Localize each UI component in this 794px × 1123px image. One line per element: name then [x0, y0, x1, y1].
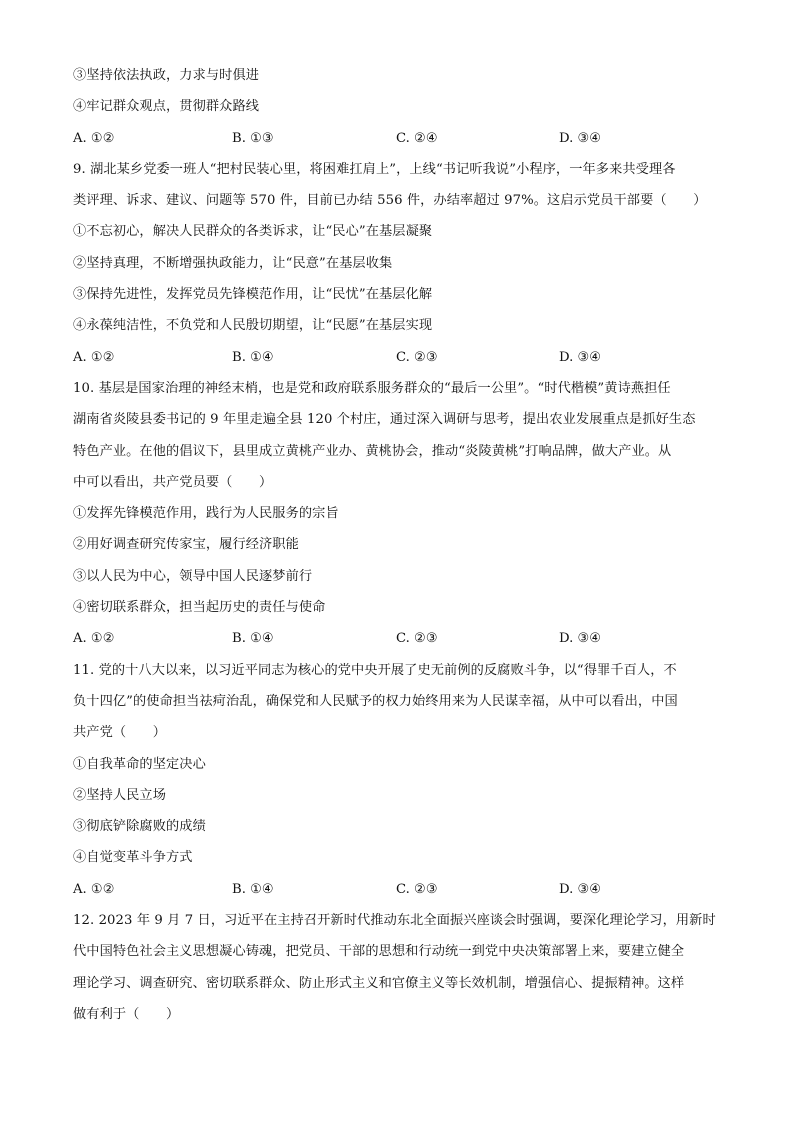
text-line: 特色产业。在他的倡议下，县里成立黄桃产业办、黄桃协会，推动“炎陵黄桃”打响品牌，做大产业。从: [73, 443, 672, 459]
option-c: C. ②③: [396, 349, 438, 365]
text-line: 湖南省炎陵县委书记的 9 年里走遍全县 120 个村庄，通过深入调研与思考，提出农业发展重点是抓好生态: [73, 412, 696, 428]
option-a: A. ①②: [73, 349, 115, 365]
option-d: D. ③④: [559, 881, 602, 897]
text-line: ④密切联系群众，担当起历史的责任与使命: [73, 600, 326, 616]
text-line: ②坚持真理，不断增强执政能力，让“民意”在基层收集: [73, 255, 393, 271]
option-b: B. ①④: [232, 881, 274, 897]
text-line: 做有利于（ ）: [73, 1006, 180, 1022]
option-c: C. ②③: [396, 631, 438, 647]
text-line: 12. 2023 年 9 月 7 日，习近平在主持召开新时代推动东北全面振兴座谈会时强调，要深化理论学习，用新时: [73, 913, 716, 929]
text-line: 负十四亿”的使命担当祛疴治乱，确保党和人民赋予的权力始终用来为人民谋幸福，从中可以看出，中国: [73, 693, 678, 709]
option-a: A. ①②: [73, 631, 115, 647]
text-line: ④永葆纯洁性，不负党和人民殷切期望，让“民愿”在基层实现: [73, 318, 433, 334]
option-a: A. ①②: [73, 881, 115, 897]
option-d: D. ③④: [559, 631, 602, 647]
answer-options-row: [73, 623, 723, 654]
text-line: 11. 党的十八大以来，以习近平同志为核心的党中央开展了史无前例的反腐败斗争，以“得罪千百人，不: [73, 662, 677, 678]
option-a: A. ①②: [73, 130, 115, 146]
text-line: 中可以看出，共产党员要（ ）: [73, 474, 273, 490]
text-line: ④自觉变革斗争方式: [73, 850, 193, 866]
text-line: 代中国特色社会主义思想凝心铸魂，把党员、干部的思想和行动统一到党中央决策部署上来，要建立健全: [73, 944, 685, 960]
option-d: D. ③④: [559, 349, 602, 365]
text-line: 理论学习、调查研究、密切联系群众、防止形式主义和官僚主义等长效机制，增强信心、提振精神。这样: [73, 975, 685, 991]
answer-options-row: [73, 342, 723, 373]
text-line: ③以人民为中心，领导中国人民逐梦前行: [73, 568, 313, 584]
text-line: ③坚持依法执政，力求与时俱进: [73, 68, 260, 83]
option-c: C. ②④: [396, 130, 438, 146]
text-line: ①不忘初心，解决人民群众的各类诉求，让“民心”在基层凝聚: [73, 224, 433, 240]
option-b: B. ①④: [232, 631, 274, 647]
text-line: ③保持先进性，发挥党员先锋模范作用，让“民忧”在基层化解: [73, 287, 433, 303]
text-line: ③彻底铲除腐败的成绩: [73, 819, 206, 835]
text-line: ①发挥先锋模范作用，践行为人民服务的宗旨: [73, 506, 339, 522]
option-c: C. ②③: [396, 881, 438, 897]
option-b: B. ①④: [232, 349, 274, 365]
text-line: 共产党（ ）: [73, 725, 167, 741]
answer-options-row: [73, 123, 723, 154]
text-line: 9. 湖北某乡党委一班人“把村民装心里，将困难扛肩上”，上线“书记听我说”小程序，一年多来共受理各: [73, 161, 676, 177]
option-b: B. ①③: [232, 130, 274, 146]
text-line: 10. 基层是国家治理的神经末梢，也是党和政府联系服务群众的“最后一公里”。“时代楷模”黄诗燕担任: [73, 380, 671, 396]
option-d: D. ③④: [559, 130, 602, 146]
text-line: ②用好调查研究传家宝，履行经济职能: [73, 537, 299, 553]
text-line: ④牢记群众观点，贯彻群众路线: [73, 99, 260, 115]
document-page: [73, 60, 723, 1030]
answer-options-row: [73, 874, 723, 905]
text-line: 类评理、诉求、建议、问题等 570 件，目前已办结 556 件，办结率超过 97%。这启示党员干部要（ ）: [73, 193, 707, 209]
text-line: ②坚持人民立场: [73, 787, 167, 803]
text-line: ①自我革命的坚定决心: [73, 756, 206, 772]
